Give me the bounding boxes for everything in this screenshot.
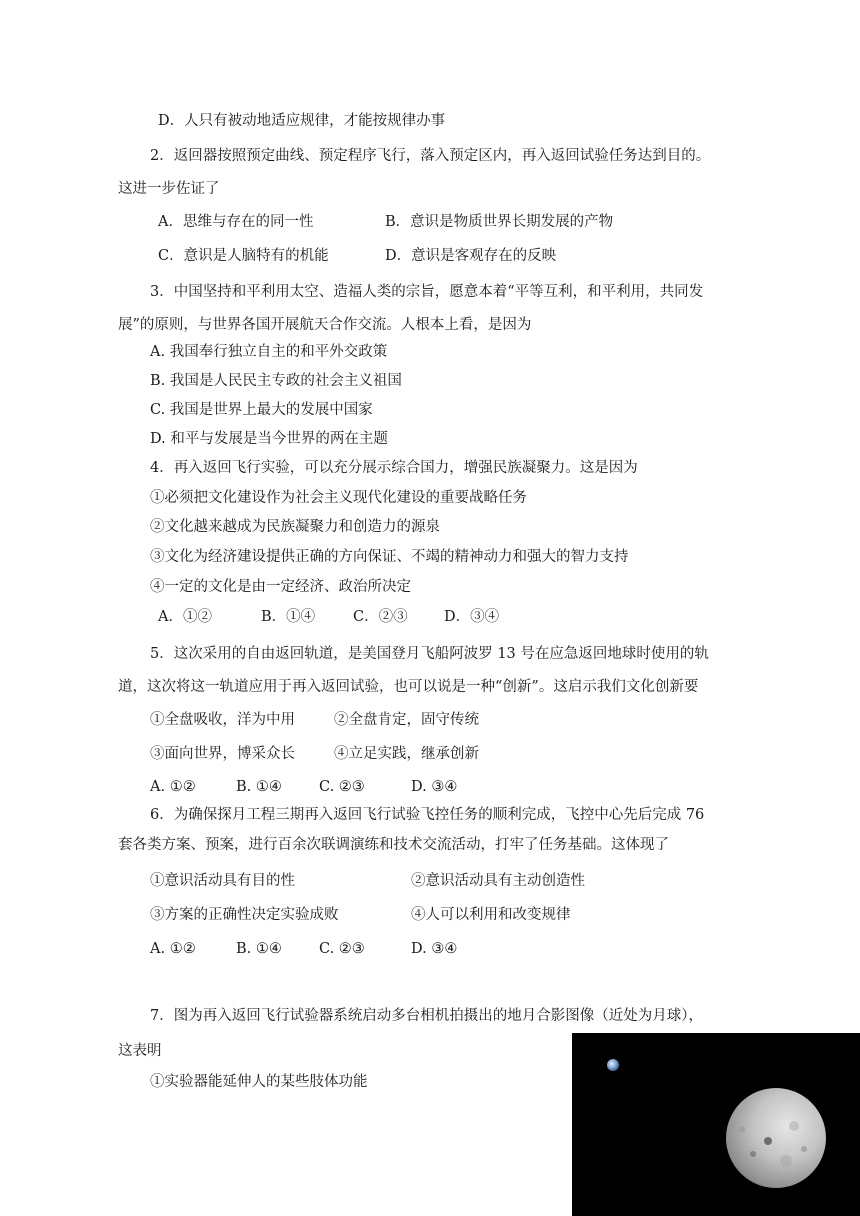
q1-option-d: D．人只有被动地适应规律，才能按规律办事: [158, 113, 446, 129]
q3-option-c: C. 我国是世界上最大的发展中国家: [150, 402, 373, 418]
q4-item-4: ④一定的文化是由一定经济、政治所决定: [150, 579, 411, 595]
q4-option-a: A．①②: [158, 609, 212, 625]
q4-item-1: ①必须把文化建设作为社会主义现代化建设的重要战略任务: [150, 490, 527, 506]
q4-option-c: C．②③: [353, 609, 408, 625]
q2-stem-line-1: 2．返回器按照预定曲线、预定程序飞行，落入预定区内，再入返回试验任务达到目的。: [150, 148, 711, 164]
q2-stem-line-2: 这进一步佐证了: [118, 181, 220, 197]
q3-option-d: D. 和平与发展是当今世界的两在主题: [150, 431, 388, 447]
q4-option-b: B．①④: [261, 609, 316, 625]
q3-stem-line-1: 3．中国坚持和平利用太空、造福人类的宗旨，愿意本着“平等互利，和平利用，共同发: [150, 284, 704, 300]
q6-option-b: B. ①④: [236, 941, 282, 957]
q6-option-a: A. ①②: [150, 941, 196, 957]
q5-item-3: ③面向世界，博采众长: [150, 746, 295, 762]
q2-option-c: C．意识是人脑特有的机能: [158, 248, 329, 264]
q5-item-1: ①全盘吸收，洋为中用: [150, 712, 295, 728]
q3-stem-line-2: 展”的原则，与世界各国开展航天合作交流。人根本上看，是因为: [118, 317, 532, 333]
q6-item-2: ②意识活动具有主动创造性: [411, 873, 585, 889]
moon-icon: [726, 1088, 826, 1188]
q5-stem-line-1: 5．这次采用的自由返回轨道，是美国登月飞船阿波罗 13 号在应急返回地球时使用的轨: [150, 646, 709, 662]
q7-stem-line-2: 这表明: [118, 1043, 162, 1059]
q6-stem-line-2: 套各类方案、预案，进行百余次联调演练和技术交流活动，打牢了任务基础。这体现了: [118, 837, 669, 853]
q5-option-b: B. ①④: [236, 779, 282, 795]
earth-moon-photo: [572, 1033, 860, 1216]
q2-option-d: D．意识是客观存在的反映: [385, 248, 557, 264]
q6-option-c: C. ②③: [319, 941, 365, 957]
q3-option-a: A. 我国奉行独立自主的和平外交政策: [150, 344, 388, 360]
q6-option-d: D. ③④: [411, 941, 458, 957]
q4-item-2: ②文化越来越成为民族凝聚力和创造力的源泉: [150, 519, 440, 535]
q5-option-d: D. ③④: [411, 779, 458, 795]
q6-stem-line-1: 6．为确保探月工程三期再入返回飞行试验飞控任务的顺利完成，飞控中心先后完成 76: [150, 807, 705, 823]
q2-option-a: A．思维与存在的同一性: [158, 214, 314, 230]
q4-stem: 4．再入返回飞行实验，可以充分展示综合国力，增强民族凝聚力。这是因为: [150, 460, 638, 476]
q3-option-b: B. 我国是人民民主专政的社会主义祖国: [150, 373, 402, 389]
q5-stem-line-2: 道，这次将这一轨道应用于再入返回试验，也可以说是一种“创新”。这启示我们文化创新要: [118, 679, 699, 695]
q5-option-a: A. ①②: [150, 779, 196, 795]
q6-item-4: ④人可以利用和改变规律: [411, 907, 571, 923]
q5-option-c: C. ②③: [319, 779, 365, 795]
q5-item-4: ④立足实践，继承创新: [334, 746, 479, 762]
q2-option-b: B．意识是物质世界长期发展的产物: [385, 214, 614, 230]
q4-option-d: D．③④: [444, 609, 500, 625]
q6-item-1: ①意识活动具有目的性: [150, 873, 295, 889]
q6-item-3: ③方案的正确性决定实验成败: [150, 907, 339, 923]
q7-stem-line-1: 7．图为再入返回飞行试验器系统启动多台相机拍摄出的地月合影图像（近处为月球），: [150, 1008, 703, 1024]
q7-item-1: ①实验器能延伸人的某些肢体功能: [150, 1074, 368, 1090]
q5-item-2: ②全盘肯定，固守传统: [334, 712, 479, 728]
q4-item-3: ③文化为经济建设提供正确的方向保证、不竭的精神动力和强大的智力支持: [150, 549, 629, 565]
earth-icon: [607, 1059, 619, 1071]
